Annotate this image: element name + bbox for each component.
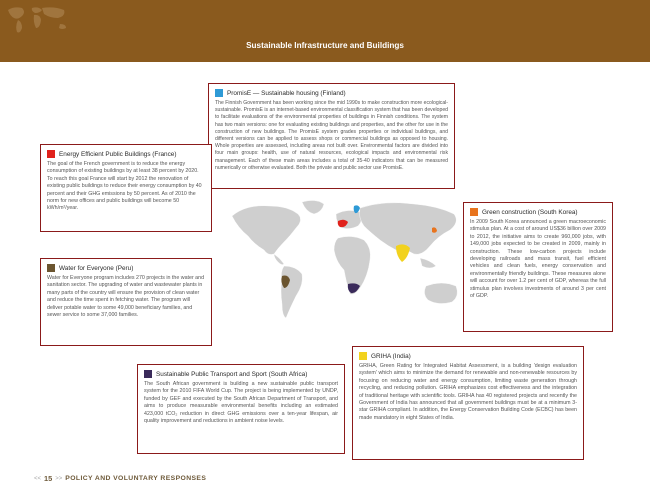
world-map-watermark-icon	[4, 4, 76, 36]
page-footer	[34, 474, 206, 483]
map-greenland	[302, 200, 324, 214]
map-north-america	[232, 206, 301, 255]
page-number: 15	[44, 474, 53, 483]
south-africa-transport-box	[137, 364, 345, 454]
left-chevrons: <<	[34, 475, 42, 482]
box-header	[470, 208, 606, 216]
map-india-highlight	[396, 244, 410, 262]
peru-water-box	[40, 258, 212, 346]
box-header	[47, 264, 205, 272]
south-korea-construction-box	[463, 202, 613, 332]
peru-color-swatch	[47, 264, 55, 272]
box-header	[47, 150, 205, 158]
box-body: The Finnish Government has been working since the mid 1990s to make construction more ecological-sustainable. PromisE is an internet-based environmental classification system that has been developed to facilitate evaluations of the environmental properties of buildings in Finnish conditions. The system has two main versions: one for evaluating existing buildings and properties, and the other for use in the construction of new buildings. The PromisE system grades properties or individual buildings, and different versions can be applied to assess shops or commercial buildings as opposed to housing. Whole properties are assessed, including areas not built over. Environmental factors are divided into four main groups: health, use of natural resources, ecological impacts and environmental risk management. Each of these main areas includes a total of 35-40 indicators that can be measured numerically or otherwise evaluated. Both the private and public sector use PromisE.	[215, 100, 448, 171]
box-header	[359, 352, 577, 360]
south-africa-color-swatch	[144, 370, 152, 378]
box-title: Sustainable Public Transport and Sport (South Africa)	[156, 370, 308, 378]
right-chevrons: >>	[55, 475, 63, 482]
page-section-title: Sustainable Infrastructure and Buildings	[246, 41, 404, 50]
box-body: In 2009 South Korea announced a green macroeconomic stimulus plan. At a cost of around US$36 billion over 2009 to 2012, the initiative aims to create 960,000 jobs, with 149,000 jobs expected to be created in 2009, mainly in construction. These low-carbon projects include developing railroads and mass transit, fuel efficient vehicles and clean fuels, energy conservation and environmentally friendly buildings. These measures alone will account for over 1.2 per cent of GDP, whereas the full stimulus plan involves investments of around 3 per cent of GDP.	[470, 219, 606, 300]
finland-color-swatch	[215, 89, 223, 97]
box-header	[144, 370, 338, 378]
box-title: Green construction (South Korea)	[482, 208, 578, 216]
box-body: The goal of the French government is to reduce the energy consumption of existing buildings by at least 38 percent by 2020. To reach this goal France will start by 2012 the renovation of existing public buildings to reduce their energy consumption by 40 percent and their GHG emissions by 50 percent. As of 2010 the norm for new offices and public buildings will become 50 kWh/m²/year.	[47, 161, 202, 212]
promise-finland-box	[208, 83, 455, 189]
map-australia	[424, 283, 457, 304]
france-color-swatch	[47, 150, 55, 158]
map-south-africa-highlight	[348, 283, 360, 293]
map-south-america	[281, 266, 302, 318]
map-central-america	[274, 254, 284, 265]
box-body: The South African government is building a new sustainable public transport system for the 2010 FIFA World Cup. The project is being implemented by UNDP, funded by GEF and executed by the South African Department of Transport, and aims to produce measurable environmental benefits including an estimated 423,000 tCO₂ reduction in direct GHG emissions over a ten-year lifespan, air quality improvement and reductions in ambient noise levels.	[144, 381, 338, 425]
box-title: PromisE — Sustainable housing (Finland)	[227, 89, 346, 97]
india-color-swatch	[359, 352, 367, 360]
box-header	[215, 89, 448, 97]
box-body: GRIHA, Green Rating for Integrated Habitat Assessment, is a building 'design evaluation system' which aims to minimize the demand for renewable and non-renewable resources by focusing on reducing water and energy consumption, limiting waste generation through recycling, and reducing pollution. GRIHA emphasizes cost effectiveness and the integration of traditional heritage with scientific tools. GRIHA has 40 registered projects and recently the Government of India has announced that all government buildings must be at a minimum 3-star GRIHA compliant. In addition, the Energy Conservation Building Code (ECBC) has been made mandatory in eight States of India.	[359, 363, 577, 421]
box-title: Water for Everyone (Peru)	[59, 264, 134, 272]
griha-india-box	[352, 346, 584, 460]
world-map-illustration	[224, 196, 478, 330]
map-southeast-asia	[420, 258, 436, 268]
footer-section-title: POLICY AND VOLUNTARY RESPONSES	[65, 475, 207, 482]
box-body: Water for Everyone program includes 270 projects in the water and sanitation sector. The upgrading of water and wastewater plants in many parts of the country will ensure the provision of clean water and reduce the time spent in fetching water. The program will deliver potable water to some 49,000 beneficiary families, and sewer service to some 37,000 families.	[47, 275, 205, 319]
france-buildings-box	[40, 144, 212, 232]
box-title: GRIHA (India)	[371, 352, 411, 360]
korea-color-swatch	[470, 208, 478, 216]
box-title: Energy Efficient Public Buildings (France)	[59, 150, 177, 158]
header-banner	[0, 0, 650, 62]
